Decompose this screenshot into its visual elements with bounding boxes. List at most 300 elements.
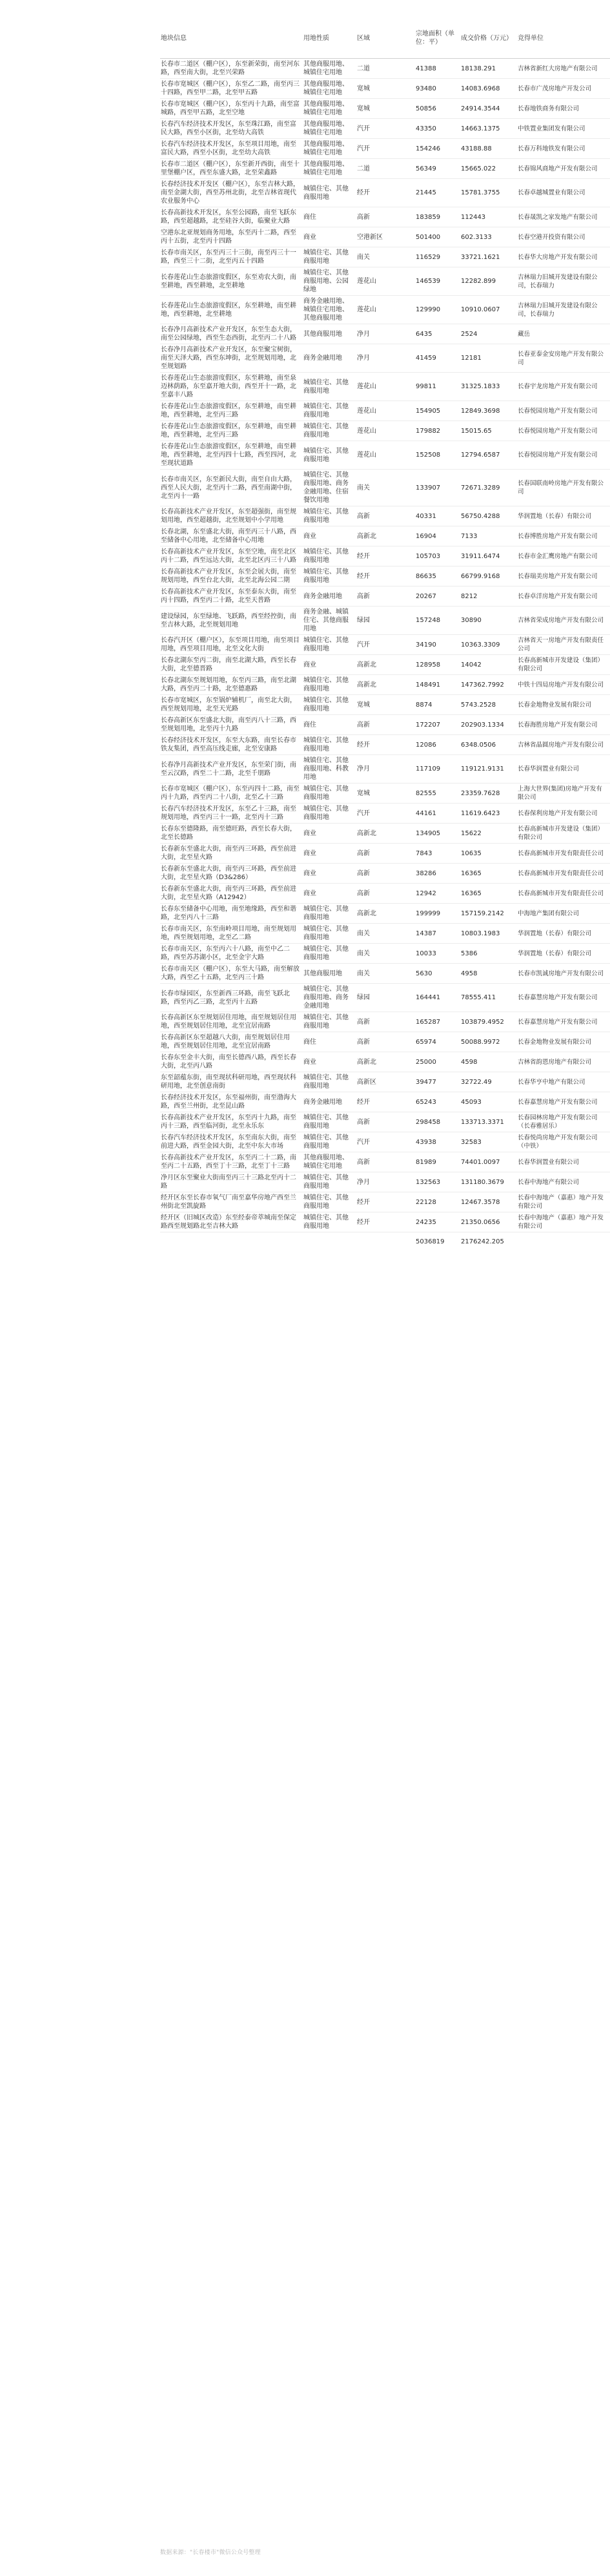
cell-use: 城镇住宅、其他商服用地 [303, 1112, 356, 1132]
cell-district: 宽城 [356, 79, 415, 99]
cell-area: 134905 [415, 824, 460, 844]
cell-use: 城镇住宅、其他商服用地 [303, 566, 356, 587]
cell-price: 78555.411 [460, 984, 517, 1012]
cell-price: 15015.65 [460, 421, 517, 441]
cell-area: 105703 [415, 546, 460, 566]
cell-use: 城镇住宅、其他商服用地 [303, 421, 356, 441]
cell-district: 高新 [356, 207, 415, 227]
cell-location: 长春高新区东至规划居住用地，南至规划居住用地，西至规划居住用地，北至宜居南路 [160, 1012, 303, 1032]
cell-area: 172207 [415, 715, 460, 735]
cell-use: 城镇住宅、其他商服用地 [303, 784, 356, 804]
cell-use: 城镇住宅、其他商服用地、公园绿地 [303, 267, 356, 296]
cell-buyer: 长春中海地产有限公司 [517, 1172, 610, 1192]
cell-buyer: 吉林省晶圆房地产开发有限公司 [517, 735, 610, 755]
cell-district: 汽开 [356, 635, 415, 655]
cell-buyer: 长春卓越城置业有限公司 [517, 179, 610, 207]
cell-district: 净月 [356, 344, 415, 373]
cell-use: 商业 [303, 227, 356, 247]
cell-location: 长春汽车经济技术开发区，东至珠江路，南至富民大路，西至小区街，北至幼大高铁 [160, 119, 303, 139]
cell-district: 绿园 [356, 984, 415, 1012]
cell-location: 长春净月高新技术产业开发区，东至生态大街，南至公园绿地，西至生态西街，北至丙二十八路 [160, 324, 303, 344]
cell-location: 建设绿园，东至绿地、飞跃路，西至经控街，南至吉林大路，北至规划用地 [160, 607, 303, 635]
cell-area: 164441 [415, 984, 460, 1012]
cell-use: 商务金融用地 [303, 344, 356, 373]
table-row [160, 784, 610, 804]
cell-use: 其他商服用地 [303, 964, 356, 984]
cell-use: 其他商服用地、城镇住宅用地 [303, 139, 356, 159]
table-row [160, 1092, 610, 1112]
cell-area: 199999 [415, 904, 460, 924]
cell-price: 119121.9131 [460, 755, 517, 784]
cell-district: 二道 [356, 159, 415, 179]
cell-district: 南关 [356, 247, 415, 267]
cell-price: 32722.49 [460, 1072, 517, 1092]
cell-area: 10033 [415, 944, 460, 964]
cell-buyer: 长春华润置业有限公司 [517, 1152, 610, 1172]
table-row [160, 546, 610, 566]
table-row [160, 655, 610, 675]
cell-buyer: 长春保利房地产开发有限公司 [517, 804, 610, 824]
cell-location: 长春莲花山生态旅游度假区，东至耕地，南至泉迈林荫路，东至嘉开地大街，西至开十一路，北至嘉丰八路 [160, 373, 303, 401]
cell-price: 15622 [460, 824, 517, 844]
cell-price: 8212 [460, 587, 517, 607]
cell-area: 50856 [415, 99, 460, 119]
footer-caption: 数据来源："长春楼市"微信公众号整理 [160, 2550, 261, 2556]
cell-use: 城镇住宅、其他商服用地 [303, 695, 356, 715]
cell-buyer: 吉林省新红大房地产有限公司 [517, 59, 610, 79]
cell-buyer: 吉林省韵恩房地产有限公司 [517, 1052, 610, 1072]
cell-district: 南关 [356, 470, 415, 506]
cell-location: 长春北湖东至丙二街，南至北湖大路，西至长春大街，北至德晋路 [160, 655, 303, 675]
table-row [160, 296, 610, 324]
cell-location: 长春市宽城区（棚户区），东至丙十九路，南至富城路，西至甲五路，北至空地 [160, 99, 303, 119]
table-row [160, 470, 610, 506]
cell-location: 长春市宽城区，东至锅炉辅机厂，南至北大街，西至规划用地，北至天光路 [160, 695, 303, 715]
cell-district: 莲花山 [356, 441, 415, 470]
cell-area: 39477 [415, 1072, 460, 1092]
cell-buyer: 藏岳 [517, 324, 610, 344]
cell-use: 城镇住宅、其他商服用地、商务金融用地 [303, 984, 356, 1012]
cell-buyer: 长春卓洋房地产开发有限公司 [517, 587, 610, 607]
cell-district: 净月 [356, 755, 415, 784]
cell-buyer: 长春园林房地产开发有限公司（长春雅居乐） [517, 1112, 610, 1132]
cell-buyer: 长春华润置业有限公司 [517, 755, 610, 784]
header-area: 宗地面积（单位：平） [415, 18, 460, 59]
cell-price: 7133 [460, 526, 517, 546]
cell-use: 其他商服用地、城镇住宅用地 [303, 119, 356, 139]
cell-use: 城镇住宅、其他商服用地 [303, 1192, 356, 1212]
cell-area: 132563 [415, 1172, 460, 1192]
cell-use: 城镇住宅、其他商服用地 [303, 804, 356, 824]
cell-buyer: 长春中海地产（嘉惠）地产开发有限公司 [517, 1192, 610, 1212]
cell-area: 40331 [415, 506, 460, 526]
cell-buyer: 华润置地（长春）有限公司 [517, 506, 610, 526]
cell-area: 12086 [415, 735, 460, 755]
cell-use: 城镇住宅、其他商服用地 [303, 635, 356, 655]
cell-use: 其他商服用地、城镇住宅用地 [303, 79, 356, 99]
cell-district: 经开 [356, 735, 415, 755]
cell-price: 56750.4288 [460, 506, 517, 526]
cell-location: 长春市二道区（棚户区），东至新荣街，南至河东路，西至南大街，北至兴荣路 [160, 59, 303, 79]
cell-price: 43188.88 [460, 139, 517, 159]
cell-buyer: 长春金地物业发展有限公司 [517, 695, 610, 715]
cell-area: 117109 [415, 755, 460, 784]
cell-use: 商住 [303, 1032, 356, 1052]
cell-area: 501400 [415, 227, 460, 247]
cell-use: 城镇住宅、其他商服用地 [303, 675, 356, 695]
cell-location: 长春新东至盛北大街，南至丙三环路，西至前进大街，北至星火路（D3&286） [160, 864, 303, 884]
cell-buyer: 长春万科地铁发有限公司 [517, 139, 610, 159]
cell-area: 65243 [415, 1092, 460, 1112]
cell-use: 其他商服用地、城镇住宅用地 [303, 99, 356, 119]
cell-price: 2524 [460, 324, 517, 344]
cell-use: 城镇住宅、其他商服用地 [303, 944, 356, 964]
cell-area: 20267 [415, 587, 460, 607]
cell-use: 商务金融用地、城镇住宅用地、其他商服用地 [303, 296, 356, 324]
cell-location: 长春高新技术产业开发区，东至空地，南至北区丙十二路，西至远达大街，北至北区丙三十八路 [160, 546, 303, 566]
cell-area: 86635 [415, 566, 460, 587]
table-row [160, 844, 610, 864]
cell-district: 高新 [356, 1112, 415, 1132]
cell-district: 经开 [356, 179, 415, 207]
cell-price: 12181 [460, 344, 517, 373]
cell-location: 长春高新技术产业开发区，东至丙十九路，南至丙十三路，西至临河街，北至永乐东 [160, 1112, 303, 1132]
cell-area: 154246 [415, 139, 460, 159]
cell-district: 莲花山 [356, 296, 415, 324]
cell-district: 高新北 [356, 824, 415, 844]
cell-district: 高新北 [356, 904, 415, 924]
table-row [160, 1072, 610, 1092]
table-row [160, 1032, 610, 1052]
cell-buyer: 中海地产集团有限公司 [517, 904, 610, 924]
cell-district: 高新 [356, 715, 415, 735]
cell-location: 长春莲花山生态旅游度假区，东至耕地，南至耕地，西至耕地，北至耕地 [160, 296, 303, 324]
cell-district: 经开 [356, 546, 415, 566]
cell-location: 空港东北亚规划商务用地，东至丙十二路，西至丙十五街，北至丙十四路 [160, 227, 303, 247]
cell-use: 城镇住宅、其他商服用地 [303, 1172, 356, 1192]
cell-location: 长春高新技术产业开发区，东至丙二十二路，南至丙二十五路，西至丁十三路，北至丁十三路 [160, 1152, 303, 1172]
cell-buyer: 华润置地（长春）有限公司 [517, 924, 610, 944]
cell-location: 长春市南关区，东至丙三十三街，南至丙三十一路，西至三十二街，北至丙五十四路 [160, 247, 303, 267]
cell-buyer: 长春地铁商务有限公司 [517, 99, 610, 119]
cell-buyer: 长春嘉慧房地产开发有限公司 [517, 984, 610, 1012]
cell-location: 长春市二道区（棚户区），东至新开西街，南至十里堡棚户区，西至东盛大路，北至荣鑫路 [160, 159, 303, 179]
cell-buyer: 长春悦园房地产开发有限公司 [517, 421, 610, 441]
cell-location: 长春高新区东至盛北大街，南至丙八十三路，西至规划用地，北至丙十九路 [160, 715, 303, 735]
cell-price: 14042 [460, 655, 517, 675]
header-use: 用地性质 [303, 18, 356, 59]
table-row [160, 984, 610, 1012]
table-row [160, 421, 610, 441]
cell-district: 高新北 [356, 675, 415, 695]
cell-buyer: 华润置地（长春）有限公司 [517, 944, 610, 964]
cell-buyer: 长春瑞美房地产开发有限公司 [517, 566, 610, 587]
cell-use: 城镇住宅、其他商服用地 [303, 247, 356, 267]
cell-location: 长春高新区东至超越八大街，南至规划居住用地，西至规划居住用地，北至宜居南路 [160, 1032, 303, 1052]
table-row [160, 99, 610, 119]
cell-location: 长春东至金丰大街，南至长德西八路，西至长春大街，北至丙八路 [160, 1052, 303, 1072]
table-row [160, 59, 610, 79]
cell-buyer: 长春悦园房地产开发有限公司 [517, 401, 610, 421]
table-row [160, 207, 610, 227]
cell-price: 6348.0506 [460, 735, 517, 755]
cell-use: 商业 [303, 844, 356, 864]
cell-area: 22128 [415, 1192, 460, 1212]
table-row [160, 267, 610, 296]
cell-district: 净月 [356, 324, 415, 344]
table-row [160, 824, 610, 844]
cell-area: 298458 [415, 1112, 460, 1132]
table-row [160, 441, 610, 470]
cell-district: 莲花山 [356, 373, 415, 401]
table-row [160, 884, 610, 904]
cell-buyer: 吉林瑞力旧城开发建设有限公司，长春瑞力 [517, 267, 610, 296]
cell-price: 14083.6968 [460, 79, 517, 99]
table-row [160, 1172, 610, 1192]
cell-location: 长春市南关区，东至丙六十八路，南至中乙二路，西至苏苏湖小区，北至金宇大路 [160, 944, 303, 964]
cell-price: 16365 [460, 884, 517, 904]
cell-buyer: 长春晟凯之家发地产有限公司 [517, 207, 610, 227]
cell-district: 高新区 [356, 1072, 415, 1092]
cell-use: 城镇住宅、其他商服用地 [303, 924, 356, 944]
cell-price: 66799.9168 [460, 566, 517, 587]
cell-area: 14387 [415, 924, 460, 944]
cell-area: 41388 [415, 59, 460, 79]
cell-buyer: 长春嘉慧房地产开发有限公司 [517, 1092, 610, 1112]
cell-price: 112443 [460, 207, 517, 227]
totals-row [160, 1232, 610, 1248]
cell-use: 城镇住宅、其他商服用地 [303, 1212, 356, 1232]
table-row [160, 675, 610, 695]
table-row [160, 344, 610, 373]
cell-buyer: 长春市金汇鹰房地产有限公司 [517, 546, 610, 566]
table-row [160, 755, 610, 784]
cell-location: 长春经济技术开发区，东至福州街，南至渤海大路，西至兰州街，北至昆山路 [160, 1092, 303, 1112]
cell-price: 30890 [460, 607, 517, 635]
table-row [160, 506, 610, 526]
cell-area: 93480 [415, 79, 460, 99]
table-row [160, 1112, 610, 1132]
table-row [160, 227, 610, 247]
cell-location: 长春汽车经济技术开发区，东至乙十三路，南至规划用地，西至丙三十一路，北至丙十三路 [160, 804, 303, 824]
table-row [160, 566, 610, 587]
cell-price: 31325.1833 [460, 373, 517, 401]
cell-location: 东至韶蕴东街，南至现状科研用地，西至现状科研用地，北至创意南街 [160, 1072, 303, 1092]
cell-district: 经开 [356, 1092, 415, 1112]
cell-location: 长春北湖，东至盛北大街，南至丙三十八路，西至储备中心用地，北至储备中心用地 [160, 526, 303, 546]
cell-area: 128958 [415, 655, 460, 675]
cell-price: 31911.6474 [460, 546, 517, 566]
cell-area: 157248 [415, 607, 460, 635]
cell-price: 12794.6587 [460, 441, 517, 470]
table-row [160, 964, 610, 984]
table-row [160, 904, 610, 924]
cell-area: 6435 [415, 324, 460, 344]
cell-district: 高新 [356, 506, 415, 526]
cell-buyer: 中铁十四局房地产开发有限公司 [517, 675, 610, 695]
cell-district: 高新 [356, 864, 415, 884]
cell-price: 4958 [460, 964, 517, 984]
table-row [160, 526, 610, 546]
table-row [160, 139, 610, 159]
cell-district: 经开 [356, 1212, 415, 1232]
cell-area: 34190 [415, 635, 460, 655]
cell-area: 21445 [415, 179, 460, 207]
table-footer [160, 1232, 610, 1248]
cell-area: 43350 [415, 119, 460, 139]
cell-use: 商业 [303, 1052, 356, 1072]
table-row [160, 401, 610, 421]
cell-price: 10803.1983 [460, 924, 517, 944]
cell-district: 高新 [356, 587, 415, 607]
cell-price: 103879.4952 [460, 1012, 517, 1032]
land-transactions-table [160, 18, 610, 1247]
cell-area: 5630 [415, 964, 460, 984]
cell-district: 二道 [356, 59, 415, 79]
cell-use: 商业 [303, 864, 356, 884]
cell-location: 长春莲花山生态旅游度假区，东至劝农大街，南至耕地，西至耕地，北至耕地 [160, 267, 303, 296]
cell-price: 202903.1334 [460, 715, 517, 735]
cell-price: 10363.3309 [460, 635, 517, 655]
cell-buyer: 长春锦风商地产开发有限公司 [517, 159, 610, 179]
table-row [160, 1192, 610, 1212]
cell-district: 宽城 [356, 784, 415, 804]
table-row [160, 735, 610, 755]
cell-buyer: 中铁置业集团发有限公司 [517, 119, 610, 139]
table-header [160, 18, 610, 59]
table-row [160, 695, 610, 715]
table-row [160, 1132, 610, 1152]
cell-use: 其他商服用地、城镇住宅用地 [303, 159, 356, 179]
cell-area: 146539 [415, 267, 460, 296]
total-price: 2176242.205 [461, 1238, 504, 1245]
cell-price: 4598 [460, 1052, 517, 1072]
cell-area: 82555 [415, 784, 460, 804]
table-row [160, 635, 610, 655]
cell-location: 长春新东至盛北大街，南至丙三环路，西至前进大街，北至星火路（A12942） [160, 884, 303, 904]
cell-district: 南关 [356, 944, 415, 964]
cell-area: 81989 [415, 1152, 460, 1172]
cell-location: 长春东至德隆路，南至德旺路，西至长春大街，北至长德路 [160, 824, 303, 844]
cell-buyer: 长春市凯诚房地产开发有限公司 [517, 964, 610, 984]
total-area: 5036819 [416, 1238, 445, 1245]
cell-price: 74401.0097 [460, 1152, 517, 1172]
cell-price: 131180.3679 [460, 1172, 517, 1192]
cell-area: 99811 [415, 373, 460, 401]
cell-district: 宽城 [356, 695, 415, 715]
cell-use: 其他商服用地、城镇住宅用地 [303, 1152, 356, 1172]
cell-area: 133907 [415, 470, 460, 506]
cell-district: 汽开 [356, 804, 415, 824]
cell-price: 602.3133 [460, 227, 517, 247]
cell-buyer: 长春中海地产（嘉惠）地产开发有限公司 [517, 1212, 610, 1232]
cell-location: 长春市绿园区，东至新西三环路，南至飞跃北路，西至丙乙三路，北至丙十五路 [160, 984, 303, 1012]
cell-use: 其他商服用地、城镇住宅用地 [303, 59, 356, 79]
cell-area: 8874 [415, 695, 460, 715]
cell-price: 12282.899 [460, 267, 517, 296]
table-row [160, 804, 610, 824]
cell-buyer: 长春博胜房地产开发有限公司 [517, 526, 610, 546]
cell-buyer: 长春高新城市开发有限责任公司 [517, 844, 610, 864]
cell-use: 商业 [303, 884, 356, 904]
cell-price: 45093 [460, 1092, 517, 1112]
cell-buyer: 长春华大房地产开发有限公司 [517, 247, 610, 267]
cell-price: 10910.0607 [460, 296, 517, 324]
cell-location: 长春高新技术开发区，东至公园路，南至飞跃东路，西至超越路，北至硅谷大街，临聚业大路 [160, 207, 303, 227]
cell-district: 经开 [356, 566, 415, 587]
cell-district: 南关 [356, 924, 415, 944]
cell-use: 商业 [303, 655, 356, 675]
cell-buyer: 长春市广茂房地产开发公司 [517, 79, 610, 99]
cell-location: 长春净月高新技术产业开发区，东至荣门街，南至云汉路，西至二十二路，北至千朋路 [160, 755, 303, 784]
cell-location: 长春净月高新技术产业开发区，东至聚宝树街，南至天泽大路，西至东坤街，北至规划用地，北至规划路 [160, 344, 303, 373]
cell-location: 长春高新技术产业开发区，东至会展大街，南至规划用地，西至台北大街，北至北海公园二期 [160, 566, 303, 587]
table-row [160, 247, 610, 267]
cell-district: 高新北 [356, 1052, 415, 1072]
cell-area: 183859 [415, 207, 460, 227]
cell-buyer: 吉林省荣成房地产开发有限公司 [517, 607, 610, 635]
table-row [160, 79, 610, 99]
cell-buyer: 长春高新城市开发建设（集团）有限公司 [517, 655, 610, 675]
cell-use: 城镇住宅、其他商服用地、商务金融用地、住宿餐饮用地 [303, 470, 356, 506]
cell-district: 莲花山 [356, 267, 415, 296]
table-row [160, 1052, 610, 1072]
cell-use: 城镇住宅、其他商服用地 [303, 1072, 356, 1092]
cell-area: 24235 [415, 1212, 460, 1232]
cell-use: 城镇住宅、其他商服用地 [303, 904, 356, 924]
cell-buyer: 长春亚泰金安房地产开发有限公司 [517, 344, 610, 373]
cell-location: 长春高新技术产业开发区，东至超强街，南至规划用地，西至超越街，北至规划中小学用地 [160, 506, 303, 526]
cell-use: 城镇住宅、其他商服用地 [303, 1132, 356, 1152]
table-body [160, 59, 610, 1232]
cell-location: 长春经济技术开发区（棚户区），东至吉林大路，南至金湖大街，西至苏州北街，北至吉林省现代农业服务中心 [160, 179, 303, 207]
cell-area: 154905 [415, 401, 460, 421]
header-buyer: 竞得单位 [517, 18, 610, 59]
cell-area: 165287 [415, 1012, 460, 1032]
cell-price: 147362.7992 [460, 675, 517, 695]
table-row [160, 324, 610, 344]
cell-district: 高新 [356, 1152, 415, 1172]
cell-district: 高新北 [356, 526, 415, 546]
cell-price: 11619.6423 [460, 804, 517, 824]
cell-price: 32583 [460, 1132, 517, 1152]
cell-price: 16365 [460, 864, 517, 884]
cell-use: 城镇住宅、其他商服用地 [303, 401, 356, 421]
cell-use: 城镇住宅、其他商服用地 [303, 735, 356, 755]
cell-district: 经开 [356, 1192, 415, 1212]
cell-price: 12849.3698 [460, 401, 517, 421]
cell-location: 长春新东至盛北大街，南至丙三环路，西至前进大街，北至星火路 [160, 844, 303, 864]
cell-location: 长春市南关区，东至新民大街，南至自由大路，西至人民大街，北至丙十二路，西至南湖中街，北至丙十一路 [160, 470, 303, 506]
cell-use: 城镇住宅、其他商服用地、科教用地 [303, 755, 356, 784]
table-row [160, 159, 610, 179]
cell-district: 空港新区 [356, 227, 415, 247]
cell-use: 商业 [303, 526, 356, 546]
cell-district: 宽城 [356, 99, 415, 119]
table-row [160, 179, 610, 207]
header-row [160, 18, 610, 59]
cell-use: 商务金融用地 [303, 587, 356, 607]
cell-buyer: 长春高新城市开发有限责任公司 [517, 864, 610, 884]
table-row [160, 119, 610, 139]
header-price: 成交价格（万元） [460, 18, 517, 59]
cell-district: 汽开 [356, 1132, 415, 1152]
cell-district: 绿园 [356, 607, 415, 635]
cell-use: 城镇住宅、其他商服用地 [303, 1012, 356, 1032]
cell-price: 14663.1375 [460, 119, 517, 139]
cell-location: 长春汽车经济技术开发区，东至项目用地，南至富民大路，西至小区街，北至幼大高铁 [160, 139, 303, 159]
cell-buyer: 长春高新城市开发有限责任公司 [517, 884, 610, 904]
